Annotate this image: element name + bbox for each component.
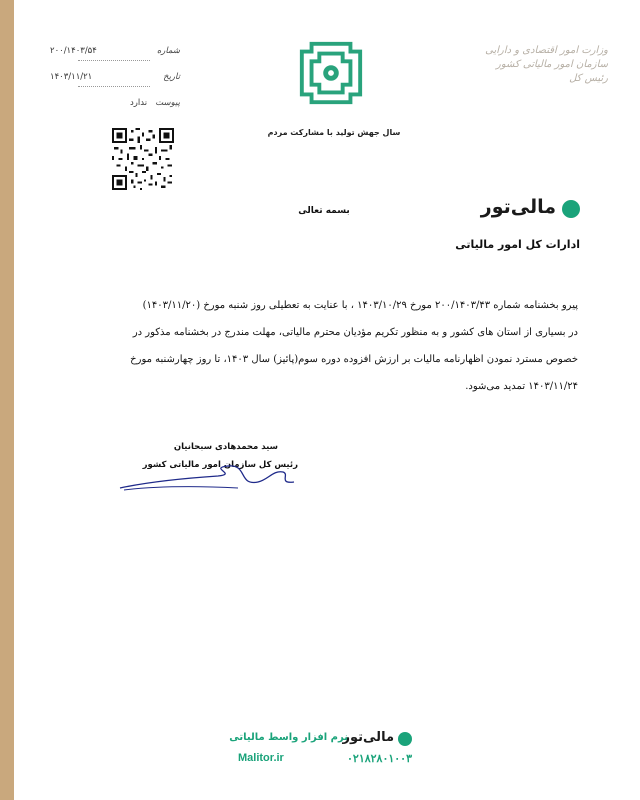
- ministry-line-1: وزارت امور اقتصادی و دارایی: [485, 45, 608, 56]
- number-label: شماره: [156, 46, 180, 56]
- footer-logo: [229, 730, 412, 750]
- signer-title: رئیس کل سازمان امور مالیاتی کشور: [142, 460, 298, 470]
- ministry-line-3: رئیس کل: [569, 73, 608, 84]
- malitor-mark-icon: [562, 200, 580, 218]
- letter-body: [106, 292, 578, 400]
- number-row: [50, 46, 180, 64]
- date-value: ۱۴۰۳/۱۱/۲۱: [50, 72, 93, 82]
- body-line: ۱۴۰۳/۱۱/۲۴ تمدید می‌شود.: [465, 381, 578, 392]
- malitor-logo: [480, 196, 580, 222]
- footer-phone[interactable]: ۰۲۱۸۲۸۰۱۰۰۳: [347, 753, 412, 765]
- bismillah: بسمه تعالی: [298, 206, 350, 216]
- ministry-line-2: سازمان امور مالیاتی کشور: [496, 59, 608, 70]
- attachment-label: پیوست: [155, 98, 180, 108]
- recipient: ادارات کل امور مالیاتی: [455, 238, 580, 251]
- number-underline: [78, 60, 150, 61]
- attachment-row: [50, 98, 180, 116]
- footer-website[interactable]: Malitor.ir: [238, 752, 284, 764]
- date-underline: [78, 86, 150, 87]
- body-line: پیرو بخشنامه شماره ۲۰۰/۱۴۰۳/۴۳ مورخ ۱۴۰۳/۱۰/۲۹ ، با عنایت به تعطیلی روز شنبه مورخ (۱۴۰۳/۱۱/۲۰): [142, 300, 578, 311]
- year-slogan: سال جهش تولید با مشارکت مردم: [267, 128, 401, 137]
- date-row: [50, 72, 180, 90]
- attachment-value: ندارد: [130, 98, 148, 108]
- date-label: تاریخ: [163, 72, 180, 82]
- body-line: خصوص مسترد نمودن اظهارنامه مالیات بر ارزش افزوده دوره سوم(پائیز) سال ۱۴۰۳، تا روز چهارشنبه مورخ: [130, 354, 578, 365]
- footer-tagline: نرم افزار واسط مالیاتی: [229, 732, 348, 743]
- qr-code: [112, 128, 174, 190]
- signer-name: سید محمدهادی سبحانیان: [173, 442, 278, 452]
- malitor-logo-text: مالی‌تور: [480, 196, 556, 218]
- body-line: در بسیاری از استان های کشور و به منظور تکریم مؤدیان محترم مالیاتی، مهلت مندرج در بخشنامه مذکور در: [132, 327, 578, 338]
- number-value: ۲۰۰/۱۴۰۳/۵۴: [50, 46, 97, 56]
- tax-organization-emblem-icon: [292, 38, 370, 108]
- ministry-header: [448, 44, 608, 86]
- signature: [118, 452, 298, 500]
- footer-brand: مالی‌تور: [342, 730, 394, 745]
- letter-sheet: [14, 0, 640, 800]
- footer-mark-icon: [398, 732, 412, 746]
